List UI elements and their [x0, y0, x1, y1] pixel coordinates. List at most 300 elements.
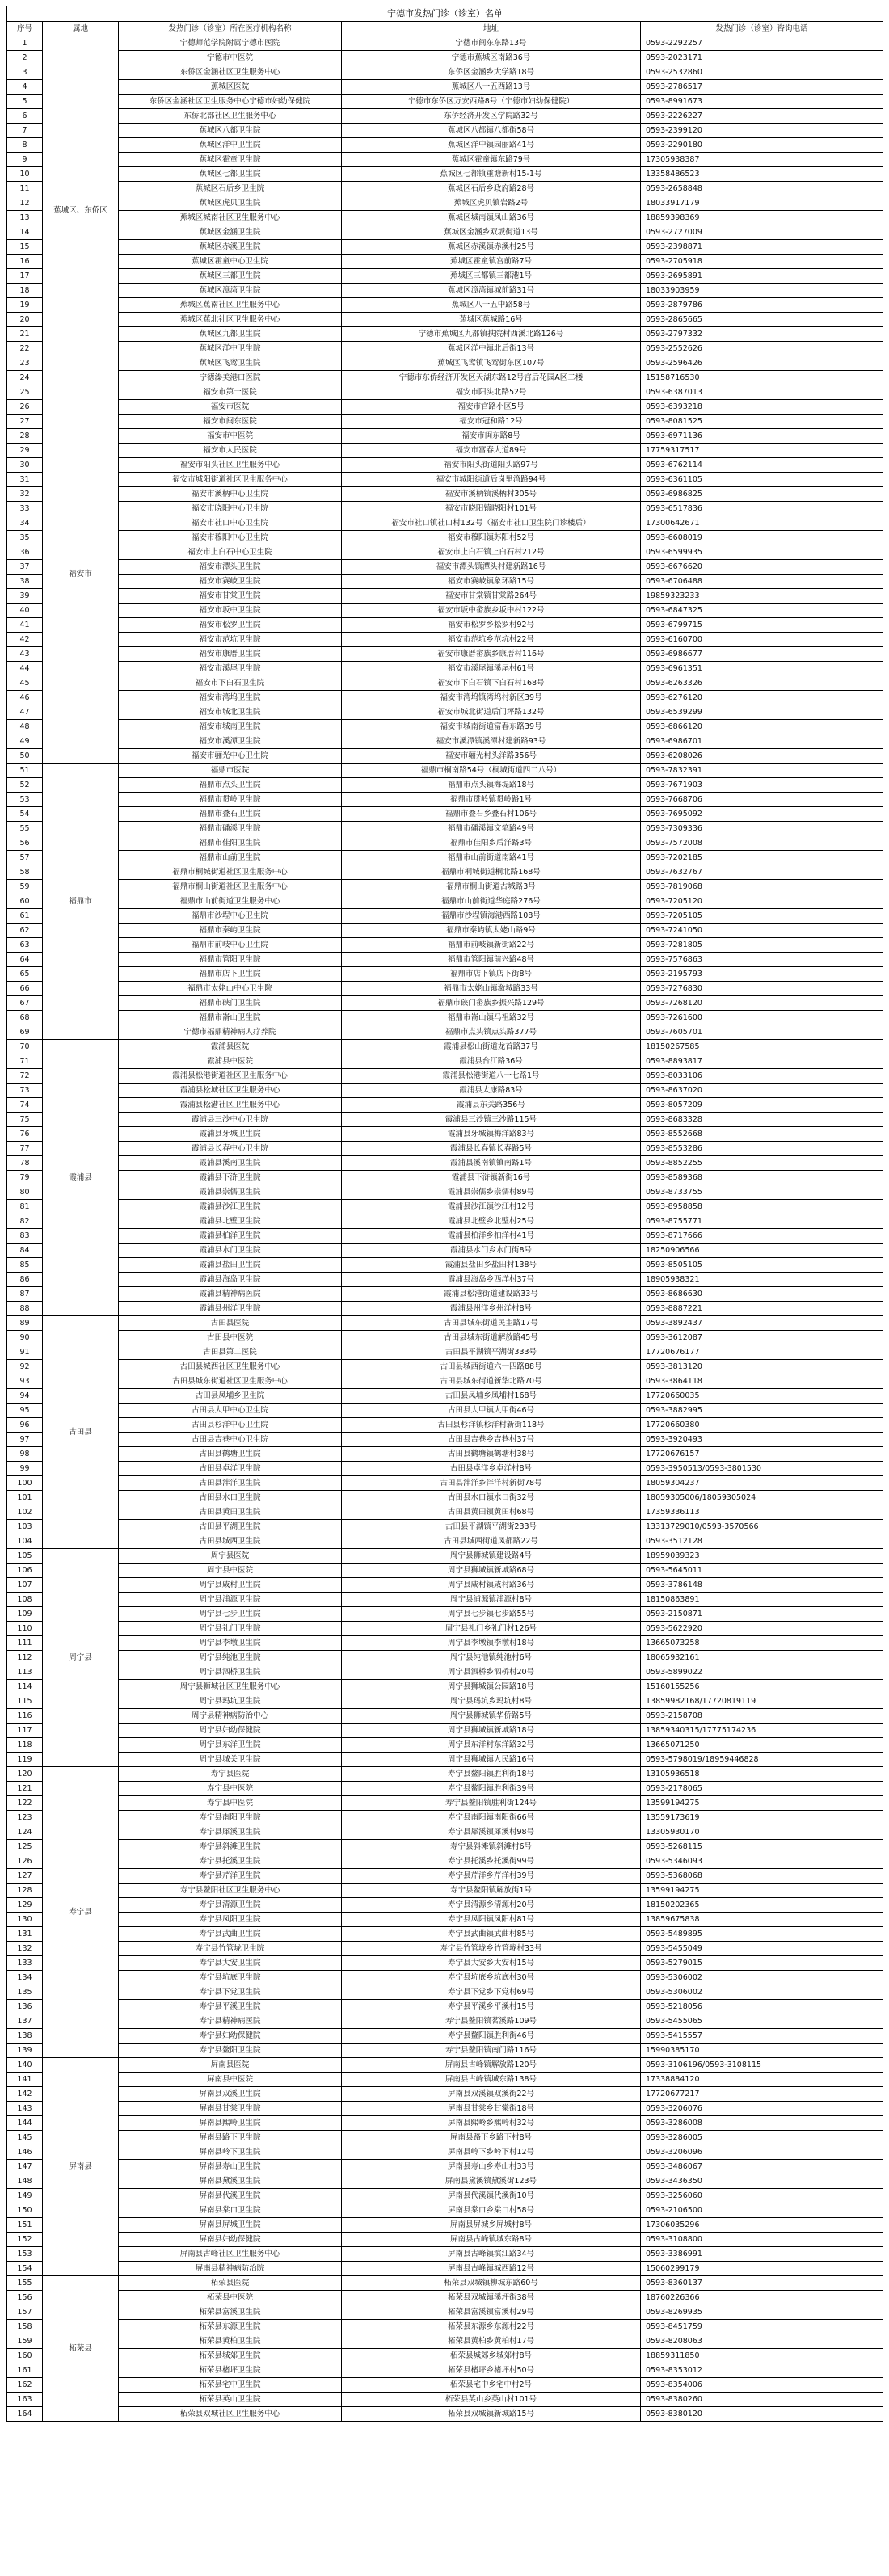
institution-address: 蕉城区赤溪镇赤溪村25号	[342, 240, 641, 255]
row-number: 52	[7, 778, 43, 793]
table-row	[7, 1709, 883, 1724]
row-number: 133	[7, 1956, 43, 1971]
clinic-phone: 0593-8683328	[641, 1113, 883, 1127]
institution-name: 霞浦县州洋卫生院	[119, 1302, 342, 1316]
row-number: 130	[7, 1913, 43, 1927]
institution-address: 周宁县狮城镇新城路68号	[342, 1564, 641, 1578]
table-row	[7, 385, 883, 400]
district-cell: 蕉城区、东侨区	[43, 36, 119, 385]
institution-name: 寿宁县妇幼保健院	[119, 2029, 342, 2044]
institution-address: 霞浦县牙城镇梅洋路83号	[342, 1127, 641, 1142]
institution-address: 屏南县古峰镇城西路12号	[342, 2262, 641, 2276]
institution-name: 蕉城区飞鸾卫生院	[119, 356, 342, 371]
institution-address: 蕉城区石后乡政府路28号	[342, 182, 641, 196]
institution-name: 古田县平湖卫生院	[119, 1520, 342, 1534]
clinic-phone: 0593-7819068	[641, 880, 883, 894]
row-number: 10	[7, 167, 43, 182]
table-row	[7, 2305, 883, 2320]
institution-name: 福安市城阳街道社区卫生服务中心	[119, 473, 342, 487]
institution-address: 福鼎市点头镇海堤路18号	[342, 778, 641, 793]
clinic-phone: 0593-8380120	[641, 2407, 883, 2422]
table-row	[7, 2131, 883, 2145]
clinic-phone: 13559173619	[641, 1811, 883, 1825]
table-row	[7, 2073, 883, 2087]
row-number: 148	[7, 2174, 43, 2189]
table-row	[7, 1564, 883, 1578]
clinic-phone: 17759317517	[641, 444, 883, 458]
row-number: 156	[7, 2291, 43, 2305]
institution-name: 古田县城东街道社区卫生服务中心	[119, 1374, 342, 1389]
institution-name: 福鼎市沙埕中心卫生院	[119, 909, 342, 924]
clinic-phone: 17305938387	[641, 153, 883, 167]
row-number: 139	[7, 2044, 43, 2058]
table-row	[7, 1345, 883, 1360]
row-number: 163	[7, 2393, 43, 2407]
clinic-phone: 0593-7202185	[641, 851, 883, 865]
institution-address: 柘荣县英山乡英山村101号	[342, 2393, 641, 2407]
institution-address: 寿宁县下党乡下党村69号	[342, 1985, 641, 2000]
institution-address: 福安市湾坞镇湾坞村新区39号	[342, 691, 641, 705]
table-row	[7, 618, 883, 633]
table-row	[7, 2276, 883, 2291]
table-row	[7, 182, 883, 196]
table-row	[7, 1389, 883, 1404]
clinic-phone: 15060299179	[641, 2262, 883, 2276]
institution-name: 福鼎市叠石卫生院	[119, 807, 342, 822]
table-row	[7, 662, 883, 676]
institution-address: 福鼎市山前街道南路41号	[342, 851, 641, 865]
row-number: 76	[7, 1127, 43, 1142]
row-number: 160	[7, 2349, 43, 2363]
table-row	[7, 633, 883, 647]
table-row	[7, 1694, 883, 1709]
row-number: 71	[7, 1054, 43, 1069]
row-number: 151	[7, 2218, 43, 2233]
institution-address: 屏南县古峰镇城东路138号	[342, 2073, 641, 2087]
institution-address: 福安市松罗乡松罗村92号	[342, 618, 641, 633]
clinic-phone: 0593-8505105	[641, 1258, 883, 1273]
row-number: 21	[7, 327, 43, 342]
institution-name: 蕉城区蕉北社区卫生服务中心	[119, 313, 342, 327]
institution-name: 屏南县黛溪卫生院	[119, 2174, 342, 2189]
institution-address: 福安市上白石镇上白石村212号	[342, 545, 641, 560]
institution-address: 霞浦县盐田乡盐田村138号	[342, 1258, 641, 1273]
institution-name: 屏南县路下卫生院	[119, 2131, 342, 2145]
row-number: 17	[7, 269, 43, 284]
table-row	[7, 1825, 883, 1840]
clinic-phone: 0593-7695092	[641, 807, 883, 822]
clinic-phone: 0593-7261600	[641, 1011, 883, 1025]
clinic-phone: 0593-7576863	[641, 953, 883, 967]
table-row	[7, 2349, 883, 2363]
institution-address: 寿宁县坑底乡坑底村30号	[342, 1971, 641, 1985]
row-number: 108	[7, 1593, 43, 1607]
institution-address: 寿宁县鳌阳镇胜利街18号	[342, 1767, 641, 1782]
institution-name: 古田县城西社区卫生服务中心	[119, 1360, 342, 1374]
clinic-phone: 0593-7241050	[641, 924, 883, 938]
institution-name: 蕉城区八都卫生院	[119, 124, 342, 138]
table-row	[7, 1491, 883, 1505]
table-row	[7, 415, 883, 429]
clinic-phone: 0593-2023171	[641, 51, 883, 65]
institution-name: 蕉城区霍童卫生院	[119, 153, 342, 167]
clinic-phone: 0593-6361105	[641, 473, 883, 487]
clinic-phone: 0593-6866120	[641, 720, 883, 734]
row-number: 125	[7, 1840, 43, 1854]
table-title: 宁德市发热门诊（诊室）名单	[7, 6, 883, 22]
institution-name: 寿宁县犀溪卫生院	[119, 1825, 342, 1840]
row-number: 91	[7, 1345, 43, 1360]
clinic-phone: 0593-2106500	[641, 2203, 883, 2218]
clinic-phone: 0593-3106196/0593-3108115	[641, 2058, 883, 2073]
row-number: 43	[7, 647, 43, 662]
table-row	[7, 1607, 883, 1622]
table-row	[7, 691, 883, 705]
institution-address: 福安市溪柄镇溪柄村305号	[342, 487, 641, 502]
institution-name: 寿宁县坑底卫生院	[119, 1971, 342, 1985]
institution-name: 寿宁县平溪卫生院	[119, 2000, 342, 2014]
clinic-phone: 0593-8380260	[641, 2393, 883, 2407]
institution-name: 屏南县屏城卫生院	[119, 2218, 342, 2233]
institution-name: 寿宁县下党卫生院	[119, 1985, 342, 2000]
institution-name: 古田县大甲中心卫生院	[119, 1404, 342, 1418]
row-number: 90	[7, 1331, 43, 1345]
table-row	[7, 1665, 883, 1680]
institution-name: 福安市阳头社区卫生服务中心	[119, 458, 342, 473]
row-number: 30	[7, 458, 43, 473]
institution-name: 福鼎市医院	[119, 764, 342, 778]
clinic-phone: 0593-7268120	[641, 996, 883, 1011]
institution-address: 周宁县狮城镇公园路18号	[342, 1680, 641, 1694]
clinic-phone: 0593-5899022	[641, 1665, 883, 1680]
table-row	[7, 444, 883, 458]
clinic-phone: 0593-2398871	[641, 240, 883, 255]
row-number: 6	[7, 109, 43, 124]
table-row	[7, 1229, 883, 1244]
table-row	[7, 575, 883, 589]
table-row	[7, 749, 883, 764]
clinic-phone: 0593-3206096	[641, 2145, 883, 2160]
table-row	[7, 1084, 883, 1098]
row-number: 128	[7, 1884, 43, 1898]
table-row	[7, 1636, 883, 1651]
institution-name: 周宁县狮城社区卫生服务中心	[119, 1680, 342, 1694]
clinic-phone: 0593-6160700	[641, 633, 883, 647]
row-number: 114	[7, 1680, 43, 1694]
institution-address: 寿宁县犀溪镇犀溪村98号	[342, 1825, 641, 1840]
clinic-phone: 0593-5368068	[641, 1869, 883, 1884]
table-row	[7, 1767, 883, 1782]
institution-name: 霞浦县溪南卫生院	[119, 1156, 342, 1171]
table-row	[7, 1273, 883, 1287]
clinic-phone: 0593-5455065	[641, 2014, 883, 2029]
institution-address: 屏南县甘棠乡甘棠街18号	[342, 2102, 641, 2116]
clinic-phone: 0593-2178065	[641, 1782, 883, 1796]
institution-address: 周宁县七步镇七步路55号	[342, 1607, 641, 1622]
table-row	[7, 1156, 883, 1171]
institution-name: 寿宁县中医院	[119, 1782, 342, 1796]
table-row	[7, 589, 883, 604]
institution-name: 寿宁县大安卫生院	[119, 1956, 342, 1971]
institution-address: 寿宁县鳌阳镇胜利街39号	[342, 1782, 641, 1796]
institution-name: 霞浦县中医院	[119, 1054, 342, 1069]
row-number: 152	[7, 2233, 43, 2247]
institution-name: 霞浦县水门卫生院	[119, 1244, 342, 1258]
table-row	[7, 1476, 883, 1491]
institution-name: 宁德市中医院	[119, 51, 342, 65]
institution-address: 福安市甘棠镇甘棠路264号	[342, 589, 641, 604]
institution-address: 福鼎市叠石乡叠石村106号	[342, 807, 641, 822]
institution-address: 柘荣县黄柏乡黄柏村17号	[342, 2334, 641, 2349]
institution-address: 蕉城区漳湾镇城前路31号	[342, 284, 641, 298]
row-number: 19	[7, 298, 43, 313]
table-row	[7, 65, 883, 80]
table-row	[7, 1011, 883, 1025]
clinic-phone: 0593-5489895	[641, 1927, 883, 1942]
institution-name: 福安市社口中心卫生院	[119, 516, 342, 531]
row-number: 58	[7, 865, 43, 880]
institution-name: 霞浦县牙城卫生院	[119, 1127, 342, 1142]
institution-address: 周宁县纯池镇纯池村6号	[342, 1651, 641, 1665]
institution-address: 周宁县浦源镇浦源村8号	[342, 1593, 641, 1607]
institution-name: 福安市中医院	[119, 429, 342, 444]
institution-address: 寿宁县鳌阳镇解放街1号	[342, 1884, 641, 1898]
clinic-phone: 0593-3386991	[641, 2247, 883, 2262]
clinic-phone: 17720676157	[641, 1447, 883, 1462]
institution-address: 福安市阳头街道阳头路97号	[342, 458, 641, 473]
table-row	[7, 2102, 883, 2116]
institution-address: 福安市范坑乡范坑村22号	[342, 633, 641, 647]
institution-name: 屏南县双溪卫生院	[119, 2087, 342, 2102]
row-number: 129	[7, 1898, 43, 1913]
row-number: 84	[7, 1244, 43, 1258]
row-number: 145	[7, 2131, 43, 2145]
institution-address: 福安市城南街道富春东路39号	[342, 720, 641, 734]
table-row	[7, 2189, 883, 2203]
clinic-phone: 0593-3512128	[641, 1534, 883, 1549]
institution-address: 柘荣县楮坪乡楮坪村50号	[342, 2363, 641, 2378]
table-row	[7, 502, 883, 516]
institution-name: 福安市松罗卫生院	[119, 618, 342, 633]
table-row	[7, 342, 883, 356]
clinic-phone: 0593-6762114	[641, 458, 883, 473]
institution-name: 宁德市福鼎精神病人疗养院	[119, 1025, 342, 1040]
row-number: 143	[7, 2102, 43, 2116]
clinic-phone: 0593-8360137	[641, 2276, 883, 2291]
institution-address: 周宁县东洋村东洋路32号	[342, 1738, 641, 1753]
institution-name: 周宁县玛坑卫生院	[119, 1694, 342, 1709]
clinic-phone: 17720660380	[641, 1418, 883, 1433]
clinic-phone: 0593-6517836	[641, 502, 883, 516]
row-number: 136	[7, 2000, 43, 2014]
table-row	[7, 2320, 883, 2334]
institution-name: 霞浦县松港街道社区卫生服务中心	[119, 1069, 342, 1084]
institution-name: 福安市晓阳中心卫生院	[119, 502, 342, 516]
institution-address: 霞浦县台江路36号	[342, 1054, 641, 1069]
row-number: 109	[7, 1607, 43, 1622]
clinic-phone: 17300642671	[641, 516, 883, 531]
institution-address: 霞浦县沙江镇沙江村12号	[342, 1200, 641, 1214]
table-row	[7, 1549, 883, 1564]
table-row	[7, 851, 883, 865]
institution-name: 屏南县精神病防治院	[119, 2262, 342, 2276]
institution-name: 屏南县中医院	[119, 2073, 342, 2087]
institution-name: 寿宁县医院	[119, 1767, 342, 1782]
institution-name: 周宁县东洋卫生院	[119, 1738, 342, 1753]
institution-name: 霞浦县松港社区卫生服务中心	[119, 1098, 342, 1113]
institution-address: 福安市城阳街道后岗里湾路94号	[342, 473, 641, 487]
clinic-phone: 0593-5645011	[641, 1564, 883, 1578]
table-row	[7, 429, 883, 444]
row-number: 36	[7, 545, 43, 560]
clinic-phone: 0593-7276830	[641, 982, 883, 996]
table-row	[7, 938, 883, 953]
table-row	[7, 1418, 883, 1433]
clinic-phone: 0593-7668706	[641, 793, 883, 807]
institution-name: 柘荣县中医院	[119, 2291, 342, 2305]
clinic-phone: 0593-7281805	[641, 938, 883, 953]
clinic-phone: 0593-3486067	[641, 2160, 883, 2174]
clinic-phone: 0593-6847325	[641, 604, 883, 618]
institution-address: 周宁县泗桥乡泗桥村20号	[342, 1665, 641, 1680]
table-row	[7, 153, 883, 167]
table-row	[7, 1724, 883, 1738]
clinic-phone: 0593-6539299	[641, 705, 883, 720]
institution-name: 东侨区金涵社区卫生服务中心	[119, 65, 342, 80]
institution-name: 福鼎市山前卫生院	[119, 851, 342, 865]
row-number: 150	[7, 2203, 43, 2218]
clinic-phone: 13859675838	[641, 1913, 883, 1927]
clinic-phone: 0593-8354006	[641, 2378, 883, 2393]
table-row	[7, 1200, 883, 1214]
row-number: 89	[7, 1316, 43, 1331]
table-row	[7, 2378, 883, 2393]
institution-address: 蕉城区八一五西路13号	[342, 80, 641, 95]
row-number: 88	[7, 1302, 43, 1316]
table-row	[7, 1447, 883, 1462]
table-row	[7, 924, 883, 938]
table-row	[7, 2247, 883, 2262]
table-row	[7, 458, 883, 473]
row-number: 3	[7, 65, 43, 80]
clinic-phone: 13358486523	[641, 167, 883, 182]
institution-name: 福安市溪潭卫生院	[119, 734, 342, 749]
institution-address: 福鼎市佳阳乡后洋路3号	[342, 836, 641, 851]
clinic-phone: 0593-2596426	[641, 356, 883, 371]
table-row	[7, 2116, 883, 2131]
clinic-phone: 0593-3882995	[641, 1404, 883, 1418]
row-number: 29	[7, 444, 43, 458]
institution-name: 东侨区金涵社区卫生服务中心宁德市妇幼保健院	[119, 95, 342, 109]
row-number: 87	[7, 1287, 43, 1302]
table-row	[7, 909, 883, 924]
fever-clinic-sheet	[6, 6, 883, 2422]
district-cell: 周宁县	[43, 1549, 119, 1767]
institution-name: 柘荣县英山卫生院	[119, 2393, 342, 2407]
row-number: 32	[7, 487, 43, 502]
institution-name: 福安市下白石卫生院	[119, 676, 342, 691]
clinic-phone: 0593-3920493	[641, 1433, 883, 1447]
institution-name: 寿宁县清源卫生院	[119, 1898, 342, 1913]
clinic-phone: 18150863891	[641, 1593, 883, 1607]
institution-name: 福鼎市点头卫生院	[119, 778, 342, 793]
clinic-phone: 0593-5415557	[641, 2029, 883, 2044]
institution-address: 古田县城西街道六一四路88号	[342, 1360, 641, 1374]
institution-name: 柘荣县东源卫生院	[119, 2320, 342, 2334]
institution-address: 古田县吉巷乡吉巷村37号	[342, 1433, 641, 1447]
table-row	[7, 313, 883, 327]
row-number: 99	[7, 1462, 43, 1476]
institution-name: 寿宁县竹管垅卫生院	[119, 1942, 342, 1956]
institution-name: 福安市上白石中心卫生院	[119, 545, 342, 560]
institution-name: 福鼎市嵛山卫生院	[119, 1011, 342, 1025]
institution-name: 周宁县李墩卫生院	[119, 1636, 342, 1651]
institution-name: 寿宁县凤阳卫生院	[119, 1913, 342, 1927]
institution-address: 寿宁县武曲镇武曲村85号	[342, 1927, 641, 1942]
row-number: 161	[7, 2363, 43, 2378]
clinic-phone: 18760226366	[641, 2291, 883, 2305]
institution-address: 寿宁县芹洋乡芹洋村39号	[342, 1869, 641, 1884]
table-row	[7, 1622, 883, 1636]
institution-address: 屏南县代溪镇代溪街10号	[342, 2189, 641, 2203]
table-row	[7, 2291, 883, 2305]
institution-address: 寿宁县清源乡清源村20号	[342, 1898, 641, 1913]
clinic-phone: 13859982168/17720819119	[641, 1694, 883, 1709]
row-number: 85	[7, 1258, 43, 1273]
row-number: 14	[7, 225, 43, 240]
institution-address: 福鼎市嵛山镇马祖路32号	[342, 1011, 641, 1025]
institution-address: 宁德市东侨区万安西路8号（宁德市妇幼保健院）	[342, 95, 641, 109]
clinic-phone: 18905938321	[641, 1273, 883, 1287]
table-row	[7, 356, 883, 371]
institution-name: 屏南县代溪卫生院	[119, 2189, 342, 2203]
clinic-phone: 13599194275	[641, 1884, 883, 1898]
clinic-phone: 17720677217	[641, 2087, 883, 2102]
institution-name: 福鼎市管阳卫生院	[119, 953, 342, 967]
institution-address: 福安市赛岐镇象环路15号	[342, 575, 641, 589]
institution-address: 福鼎市贯岭镇贯岭路1号	[342, 793, 641, 807]
table-row	[7, 1840, 883, 1854]
table-row	[7, 1782, 883, 1796]
clinic-phone: 0593-3206076	[641, 2102, 883, 2116]
institution-address: 霞浦县州洋乡州洋村8号	[342, 1302, 641, 1316]
institution-name: 霞浦县沙江卫生院	[119, 1200, 342, 1214]
institution-address: 寿宁县鳌阳镇胜利街46号	[342, 2029, 641, 2044]
clinic-phone: 0593-8733755	[641, 1185, 883, 1200]
institution-address: 福安市溪尾镇溪尾村61号	[342, 662, 641, 676]
table-row	[7, 2058, 883, 2073]
clinic-phone: 0593-2290180	[641, 138, 883, 153]
institution-name: 屏南县妇幼保健院	[119, 2233, 342, 2247]
clinic-phone: 0593-8451759	[641, 2320, 883, 2334]
row-number: 38	[7, 575, 43, 589]
clinic-phone: 0593-8717666	[641, 1229, 883, 1244]
institution-name: 福安市穆阳中心卫生院	[119, 531, 342, 545]
table-header-row	[7, 22, 883, 36]
table-row	[7, 2029, 883, 2044]
table-row	[7, 982, 883, 996]
clinic-phone: 0593-5268115	[641, 1840, 883, 1854]
clinic-phone: 0593-6986701	[641, 734, 883, 749]
table-row	[7, 1171, 883, 1185]
institution-name: 福安市人民医院	[119, 444, 342, 458]
row-number: 66	[7, 982, 43, 996]
institution-name: 福安市城北卫生院	[119, 705, 342, 720]
institution-address: 古田县泮洋乡泮洋村新街78号	[342, 1476, 641, 1491]
row-number: 75	[7, 1113, 43, 1127]
clinic-phone: 0593-2158708	[641, 1709, 883, 1724]
table-row	[7, 1214, 883, 1229]
